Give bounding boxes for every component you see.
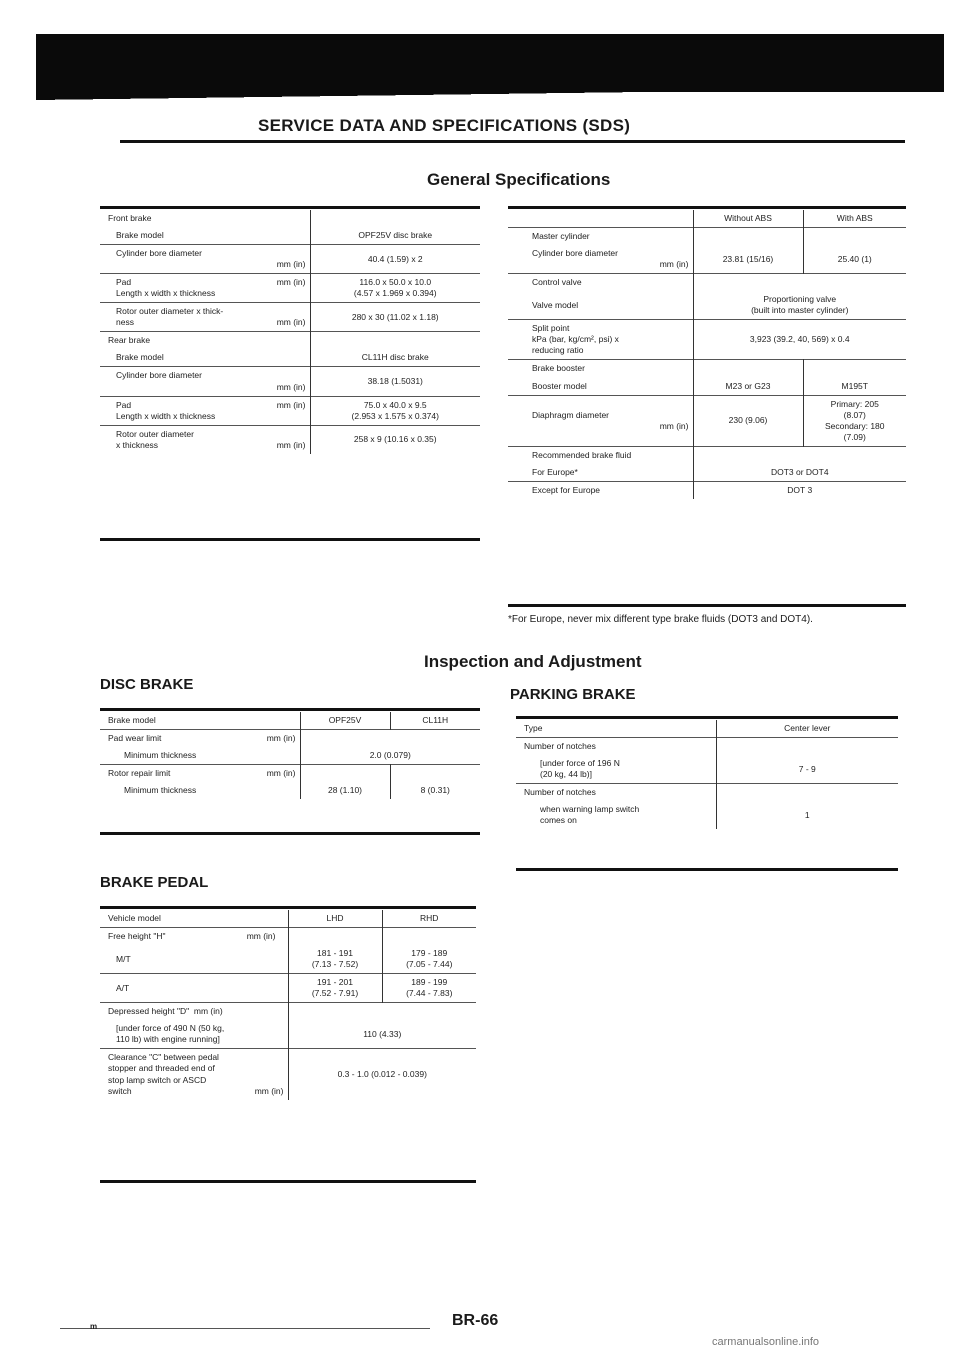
booster-label: Brake booster (508, 360, 693, 378)
header-bar-tail (36, 88, 944, 100)
rear-rotor-value: 258 x 9 (10.16 x 0.35) (310, 425, 480, 454)
fluid-except-value: DOT 3 (693, 481, 906, 499)
rotor-min-rear: 8 (0.31) (420, 785, 450, 796)
disc-model-label: Brake model (100, 712, 300, 730)
depressed-label: Depressed height "D" mm (in) (100, 1003, 288, 1021)
pedal-top-rule (100, 906, 476, 909)
fluid-footnote: *For Europe, never mix different type brake fluids (DOT3 and DOT4). (508, 614, 813, 625)
diaphragm-without: 230 (9.06) (693, 395, 803, 446)
valve-model-value: Proportioning valve (built into master cylinder) (751, 294, 849, 316)
rear-model-label: Brake model (100, 349, 310, 367)
disc-brake-table (100, 712, 480, 799)
page-title: SERVICE DATA AND SPECIFICATIONS (SDS) (258, 116, 631, 135)
free-height-label: Free height "H" mm (in) (100, 928, 288, 946)
general-left-table (100, 210, 480, 454)
at-rhd: 189 - 199 (7.44 - 7.83) (382, 974, 476, 1003)
booster-model-without: M23 or G23 (693, 378, 803, 396)
master-cylinder-label: Master cylinder (508, 228, 693, 246)
at-lhd: 191 - 201 (7.52 - 7.91) (288, 974, 382, 1003)
clearance-label: Clearance "C" between pedal stopper and threaded end of stop lamp switch or ASCD switch mm (in) (100, 1049, 288, 1100)
parking-top-rule (516, 716, 898, 719)
parking-type-value: Center lever (784, 723, 831, 733)
notches-label: Number of notches (516, 738, 716, 756)
rear-bore-label: Cylinder bore diameter mm (in) (100, 367, 310, 396)
parking-bottom-rule (516, 868, 898, 871)
general-left-bottom-rule (100, 538, 480, 541)
rotor-min-front: 28 (1.10) (300, 782, 390, 799)
pad-min-label: Minimum thickness (100, 747, 300, 765)
lamp-notches-value: 1 (804, 809, 810, 820)
general-heading: General Specifications (427, 170, 611, 189)
header-bar (36, 34, 944, 92)
pad-min-value: 2.0 (0.079) (369, 750, 411, 761)
page-number: BR-66 (452, 1312, 499, 1329)
front-model-label: Brake model (100, 227, 310, 245)
inspection-heading: Inspection and Adjustment (424, 652, 642, 671)
lamp-notches-cond: when warning lamp switch comes on (516, 801, 716, 829)
booster-model-with: M195T (841, 380, 868, 391)
general-right-table (508, 210, 906, 499)
fluid-except-label: Except for Europe (508, 481, 693, 499)
col-without-abs: Without ABS (693, 210, 803, 228)
pedal-bottom-rule (100, 1180, 476, 1183)
front-pad-label: Pad mm (in) Length x width x thickness (100, 274, 310, 303)
mt-label: M/T (100, 945, 288, 974)
footer-rule (60, 1328, 430, 1329)
brake-pedal-table (100, 910, 476, 1100)
rotor-min-label: Minimum thickness (100, 782, 300, 799)
split-point-value: 3,923 (39.2, 40, 569) x 0.4 (693, 320, 906, 360)
depressed-value: 110 (4.33) (363, 1028, 402, 1039)
diaphragm-with: Primary: 205 (8.07) Secondary: 180 (7.09) (803, 395, 906, 446)
mc-bore-with: 25.40 (1) (837, 253, 872, 264)
rear-model-value: CL11H disc brake (361, 352, 429, 363)
notches-cond: [under force of 196 N (20 kg, 44 lb)] (516, 755, 716, 784)
front-pad-value: 116.0 x 50.0 x 10.0 (4.57 x 1.969 x 0.394) (310, 274, 480, 303)
front-brake-label: Front brake (100, 210, 310, 227)
rear-brake-label: Rear brake (100, 332, 310, 350)
disc-top-rule (100, 708, 480, 711)
disc-brake-heading: DISC BRAKE (100, 676, 194, 693)
vehicle-model-label: Vehicle model (100, 910, 288, 928)
valve-model-label: Valve model (508, 291, 693, 320)
front-model-value: OPF25V disc brake (358, 230, 433, 241)
lamp-notches-label: Number of notches (516, 784, 716, 802)
footer-mark: m (90, 1322, 98, 1331)
general-right-top-rule (508, 206, 906, 209)
rotor-limit-label: Rotor repair limit mm (in) (100, 765, 300, 783)
fluid-europe-label: For Europe* (508, 464, 693, 482)
front-rotor-value: 280 x 30 (11.02 x 1.18) (310, 303, 480, 332)
notches-value: 7 - 9 (798, 763, 816, 774)
rear-bore-value: 38.18 (1.5031) (310, 367, 480, 396)
mc-bore-without: 23.81 (15/16) (693, 245, 803, 274)
parking-type-label: Type (516, 720, 716, 738)
depressed-cond: [under force of 490 N (50 kg, 110 lb) with engine running] (100, 1020, 288, 1049)
rear-pad-label: Pad mm (in) Length x width x thickness (100, 396, 310, 425)
pad-limit-label: Pad wear limit mm (in) (100, 730, 300, 748)
brake-pedal-heading: BRAKE PEDAL (100, 874, 209, 891)
general-right-bottom-rule (508, 604, 906, 607)
watermark: carmanualsonline.info (712, 1336, 820, 1348)
fluid-label: Recommended brake fluid (508, 446, 693, 464)
fluid-europe-value: DOT3 or DOT4 (770, 466, 829, 477)
parking-brake-table (516, 720, 898, 829)
front-bore-value: 40.4 (1.59) x 2 (310, 245, 480, 274)
disc-col-rear: CL11H (422, 715, 449, 725)
mc-bore-label: Cylinder bore diameter mm (in) (508, 245, 693, 274)
rear-rotor-label: Rotor outer diameter x thickness mm (in) (100, 425, 310, 454)
disc-col-front: OPF25V (300, 712, 390, 730)
col-with-abs: With ABS (836, 213, 873, 223)
rear-pad-value: 75.0 x 40.0 x 9.5 (2.953 x 1.575 x 0.374) (310, 396, 480, 425)
col-rhd: RHD (420, 913, 439, 923)
col-lhd: LHD (288, 910, 382, 928)
front-rotor-label: Rotor outer diameter x thick- ness mm (in) (100, 303, 310, 332)
disc-bottom-rule (100, 832, 480, 835)
clearance-value: 0.3 - 1.0 (0.012 - 0.039) (288, 1049, 476, 1100)
general-left-top-rule (100, 206, 480, 209)
booster-model-label: Booster model (508, 378, 693, 396)
diaphragm-label: Diaphragm diameter mm (in) (508, 395, 693, 446)
split-point-label: Split point kPa (bar, kg/cm², psi) x reducing ratio (508, 320, 693, 360)
control-valve-label: Control valve (508, 274, 693, 292)
title-rule (120, 140, 905, 143)
parking-brake-heading: PARKING BRAKE (510, 686, 636, 703)
front-bore-label: Cylinder bore diameter mm (in) (100, 245, 310, 274)
mt-lhd: 181 - 191 (7.13 - 7.52) (288, 945, 382, 974)
mt-rhd: 179 - 189 (7.05 - 7.44) (406, 948, 453, 970)
at-label: A/T (100, 974, 288, 1003)
